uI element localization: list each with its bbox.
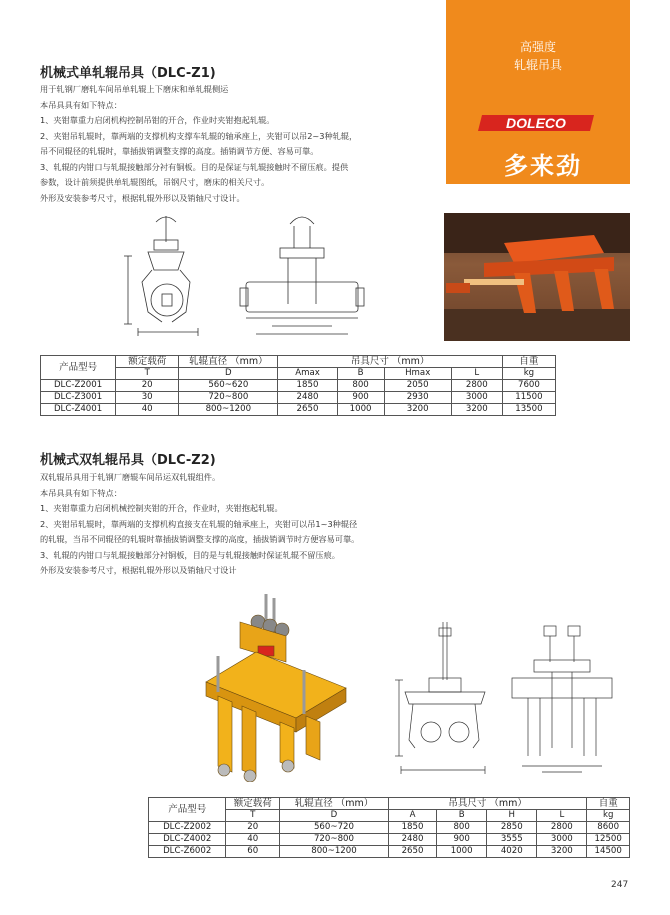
table-cell: 1000 [337,404,384,416]
doleco-logo [476,114,596,132]
table-cell: 900 [337,392,384,404]
table-row [41,404,556,416]
table-unit-row [41,368,556,380]
table-cell: 3200 [537,846,587,858]
table-cell: 2650 [278,404,337,416]
text-line: 3、轧辊的内钳口与轧辊接触部分衬有铜板。目的是保证与轧辊接触时不留压痕。提供 [40,161,349,172]
table-cell: 20 [116,380,179,392]
text-line: 本吊具具有如下特点： [40,487,122,498]
text-line: 1、夹钳靠重力启闭机构控制吊钳的开合，作业时夹钳抱起轧辊。 [40,115,275,125]
unit-cell: A [388,810,436,822]
double-lifter-render [196,592,366,782]
header-model: 产品型号 [149,798,226,822]
table-cell: 2050 [384,380,451,392]
unit-cell: L [537,810,587,822]
double-lifter-front-drawing [385,620,495,778]
brand-line-2: 轧辊吊具 [513,58,562,72]
unit-cell: Hmax [384,368,451,380]
table-cell: 560~620 [179,380,278,392]
section2-spec-table [148,797,630,858]
table-cell: 20 [226,822,280,834]
table-cell: 12500 [587,834,630,846]
table-cell: DLC-Z2001 [41,380,116,392]
text-line: 双轧辊吊具用于轧钢厂磨辊车间吊运双轧辊组件。 [40,472,221,482]
text-line: 外形及安装参考尺寸，根据轧辊外形以及销轴尺寸设计。 [40,192,245,203]
table-header-row [149,798,630,810]
header-model: 产品型号 [41,356,116,380]
table-cell: 2930 [384,392,451,404]
table-cell: 800~1200 [280,846,389,858]
table-cell: 900 [437,834,487,846]
double-lifter-side-drawing [506,622,620,778]
table-header-row [41,356,556,368]
header-lifter-size: 吊具尺寸 （mm） [278,356,502,368]
table-cell: 2850 [487,822,537,834]
table-cell: 2800 [537,822,587,834]
logo-text: DOLECO [506,115,566,131]
table-cell: 720~800 [179,392,278,404]
single-lifter-side-drawing [118,212,218,340]
single-lifter-photo [444,213,630,341]
table-cell: 40 [226,834,280,846]
table-cell: 800 [337,380,384,392]
unit-cell: kg [587,810,630,822]
table-cell: 30 [116,392,179,404]
unit-cell: T [226,810,280,822]
section1-text [40,84,357,208]
table-row [41,380,556,392]
table-cell: 800 [437,822,487,834]
text-line: 2、夹钳吊轧辊时，靠两端的支撑机构支撑车轧辊的轴承座上，夹钳可以吊2~3种轧辊， [40,130,358,141]
unit-cell: H [487,810,537,822]
table-row [41,392,556,404]
table-row [149,846,630,858]
table-cell: 2800 [451,380,502,392]
table-cell: 1850 [278,380,337,392]
table-cell: 3200 [451,404,502,416]
table-row [149,822,630,834]
brand-chinese-name: 多来劲 [504,152,582,180]
unit-cell: kg [502,368,555,380]
text-line: 1、夹钳靠重力启闭机械控制夹钳的开合，作业时，夹钳抱起轧辊。 [40,503,283,513]
section1-title: 机械式单轧辊吊具（DLC-Z1) [40,66,216,81]
header-lifter-size: 吊具尺寸 （mm） [388,798,586,810]
table-cell: 11500 [502,392,555,404]
text-line: 用于轧钢厂磨轧车间吊单轧辊上下磨床和单轧辊侧运 [40,84,229,94]
table-cell: DLC-Z2002 [149,822,226,834]
table-cell: 560~720 [280,822,389,834]
table-cell: 3555 [487,834,537,846]
unit-cell: D [179,368,278,380]
table-cell: DLC-Z4001 [41,404,116,416]
table-cell: 2480 [388,834,436,846]
table-cell: 60 [226,846,280,858]
header-weight: 自重 [502,356,555,368]
text-line: 吊不同辊径的轧辊时，靠插拔销调整支撑的高度。插销调节方便、容易可靠。 [40,146,319,156]
table-cell: 3200 [384,404,451,416]
section1-spec-table [40,355,556,416]
table-cell: 800~1200 [179,404,278,416]
table-row [149,834,630,846]
table-cell: DLC-Z6002 [149,846,226,858]
table-cell: DLC-Z4002 [149,834,226,846]
unit-cell: L [451,368,502,380]
table-cell: 7600 [502,380,555,392]
unit-cell: Amax [278,368,337,380]
table-cell: 720~800 [280,834,389,846]
section2-text [40,472,359,581]
single-lifter-front-drawing [232,208,372,342]
header-load: 额定载荷 [116,356,179,368]
lifter-photo-illustration [444,213,630,341]
page-number: 247 [611,880,629,890]
text-line: 3、轧辊的内钳口与轧辊接触部分衬铜板，目的是与轧辊接触时保证轧辊不留压痕。 [40,549,340,560]
text-line: 外形及安装参考尺寸，根据轧辊外形以及销轴尺寸设计 [40,565,237,575]
header-weight: 自重 [587,798,630,810]
table-cell: 1000 [437,846,487,858]
table-cell: 2650 [388,846,436,858]
text-line: 参数，设计前须提供单轧辊图纸，吊钢尺寸，磨床的相关尺寸。 [40,177,270,187]
text-line: 2、夹钳吊轧辊时，靠两端的支撑机构直接支在轧辊的轴承座上，夹钳可以吊1~3种辊径 [40,518,358,529]
unit-cell: B [437,810,487,822]
unit-cell: T [116,368,179,380]
table-cell: 8600 [587,822,630,834]
unit-cell: D [280,810,389,822]
table-cell: 3000 [537,834,587,846]
section2-title: 机械式双轧辊吊具（DLC-Z2) [40,453,216,468]
table-cell: 4020 [487,846,537,858]
unit-cell: B [337,368,384,380]
text-line: 本吊具具有如下特点： [40,99,122,110]
text-line: 的轧辊，当吊不同辊径的轧辊时靠插拔销调整支撑的高度，插拔销调节时方便容易可靠。 [40,534,360,544]
table-cell: 13500 [502,404,555,416]
table-cell: 2480 [278,392,337,404]
table-cell: 14500 [587,846,630,858]
table-cell: 3000 [451,392,502,404]
table-cell: 1850 [388,822,436,834]
header-load: 额定载荷 [226,798,280,810]
header-roll-diameter: 轧辊直径 （mm） [179,356,278,368]
table-cell: 40 [116,404,179,416]
header-roll-diameter: 轧辊直径 （mm） [280,798,389,810]
table-cell: DLC-Z3001 [41,392,116,404]
brand-line-1: 高强度 [519,40,556,54]
